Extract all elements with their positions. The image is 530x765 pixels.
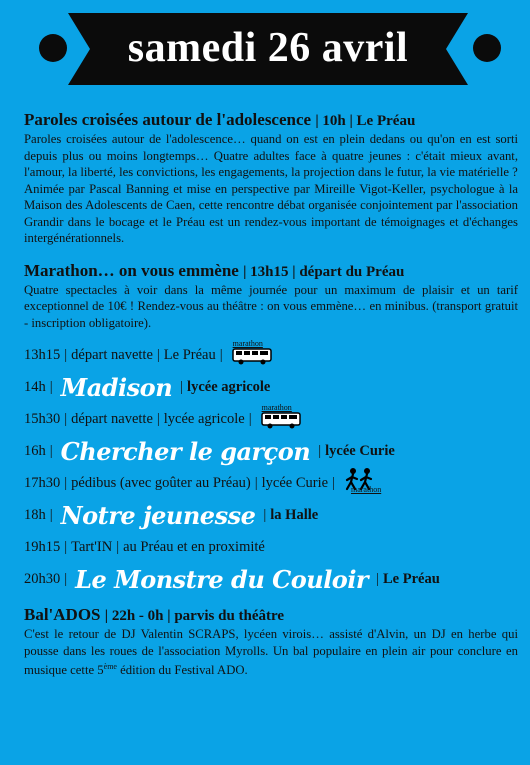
schedule-place: au Préau et en proximité: [123, 538, 265, 555]
walking-people-icon: [343, 467, 383, 500]
icon-label: marathon: [350, 484, 382, 494]
section-title: [24, 605, 518, 626]
schedule-place: lycée Curie: [261, 474, 329, 491]
page-title: samedi 26 avril: [127, 25, 409, 71]
section-title: [24, 261, 518, 282]
schedule-row: 15h30 | départ navette | lycée agricole | marathon: [24, 403, 518, 435]
section-title-text: Marathon… on vous emmène: [24, 260, 239, 280]
icon-label: marathon: [261, 402, 292, 412]
schedule-place: la Halle: [270, 506, 319, 523]
banner-right-dot: [473, 34, 501, 62]
schedule-row: 18h | Notre jeunesse | la Halle: [24, 500, 319, 530]
schedule-label: départ navette: [71, 346, 153, 363]
schedule-time: 16h: [24, 442, 46, 459]
schedule-place: lycée Curie: [325, 442, 395, 459]
section-bal: [24, 605, 518, 679]
section-paroles: [24, 110, 518, 247]
show-title: Madison: [60, 372, 173, 402]
section-title-text: Paroles croisées autour de l'adolescence: [24, 110, 312, 129]
schedule-place: lycée agricole: [163, 410, 245, 427]
section-time: 22h - 0h: [111, 608, 164, 624]
schedule-place: Le Préau: [382, 570, 440, 587]
schedule-row: 16h | Chercher le garçon | lycée Curie: [24, 436, 395, 466]
section-title-text: Bal'ADOS: [24, 605, 101, 624]
schedule-place: Le Préau: [163, 346, 216, 363]
schedule-label: départ navette: [71, 410, 153, 427]
schedule-row: 17h30 | pédibus (avec goûter au Préau) | lycée Curie | marathon: [24, 467, 518, 499]
section-paragraph: Quatre spectacles à voir dans la même journée pour un maximum de plaisir et un tarif exceptionnel de 10€ ! Rendez-vous au théâtre : on vous emmène… en minibus. (transport gratuit - inscription obligatoire).: [24, 282, 518, 330]
icon-label: marathon: [232, 338, 263, 348]
banner-left-dot: [39, 34, 67, 62]
section-title: [24, 110, 518, 131]
program-content: [24, 110, 518, 679]
superscript: ème: [103, 662, 117, 671]
section-meta: | 10h | Le Préau: [315, 113, 416, 129]
schedule-time: 18h: [24, 506, 46, 523]
schedule-label: Tart'IN: [71, 538, 113, 555]
schedule-time: 13h15: [24, 346, 61, 363]
section-time: 13h15: [250, 263, 289, 280]
section-meta: | 22h - 0h | parvis du théâtre: [104, 608, 285, 624]
section-paragraph: Paroles croisées autour de l'adolescence… quand on est en plein dedans ou qu'on en est sorti depuis plus ou moins longtemps… Quatre adultes face à quatre jeunes : c'était mieux avant, l'amour, la liberté, les convictions, les engagements, la projection dans le futur, la vie matérielle ?: [24, 132, 518, 179]
schedule-row: 19h15 | Tart'IN | au Préau et en proximité: [24, 538, 265, 555]
schedule-list: [24, 339, 518, 595]
schedule-row: 20h30 | Le Monstre du Couloir | Le Préau: [24, 564, 440, 594]
schedule-time: 19h15: [24, 538, 61, 555]
schedule-row: 14h | Madison | lycée agricole: [24, 372, 271, 402]
show-title: Notre jeunesse: [60, 500, 256, 530]
schedule-time: 14h: [24, 378, 46, 395]
paragraph-text: C'est le retour de DJ Valentin SCRAPS, lycéen virois… assisté d'Alvin, un DJ en herbe qui pousse dans les roues de l'association Myrolls. Un bal populaire en plein air pour conclure en musique cette 5: [24, 627, 518, 678]
show-title: Chercher le garçon: [60, 436, 311, 466]
section-place: parvis du théâtre: [174, 608, 285, 624]
show-title: Le Monstre du Couloir: [75, 564, 369, 594]
schedule-time: 20h30: [24, 570, 61, 587]
section-time: 10h: [322, 113, 346, 129]
schedule-time: 15h30: [24, 410, 61, 427]
section-meta: | 13h15 | départ du Préau: [243, 263, 405, 280]
section-marathon: [24, 261, 518, 332]
section-place: départ du Préau: [299, 263, 405, 280]
bus-icon: [260, 402, 302, 434]
section-place: Le Préau: [356, 113, 416, 129]
bus-icon: [231, 338, 273, 370]
schedule-time: 17h30: [24, 474, 61, 491]
schedule-label: pédibus (avec goûter au Préau): [71, 474, 251, 491]
schedule-place: lycée agricole: [187, 378, 271, 395]
section-paragraph: Animée par Pascal Banning et mise en perspective par Mireille Vigot-Keller, psychologue à la Maison des Adolescents de Caen, cette rencontre débat organisée conjointement par l'association Grandir dans le bocage et le Préau est un rendez-vous important de témoignages et d'échanges intergénérationnels.: [24, 181, 518, 245]
paragraph-text: édition du Festival ADO.: [116, 663, 248, 678]
schedule-row: 13h15 | départ navette | Le Préau | marathon: [24, 339, 518, 371]
section-paragraph: [24, 626, 518, 679]
